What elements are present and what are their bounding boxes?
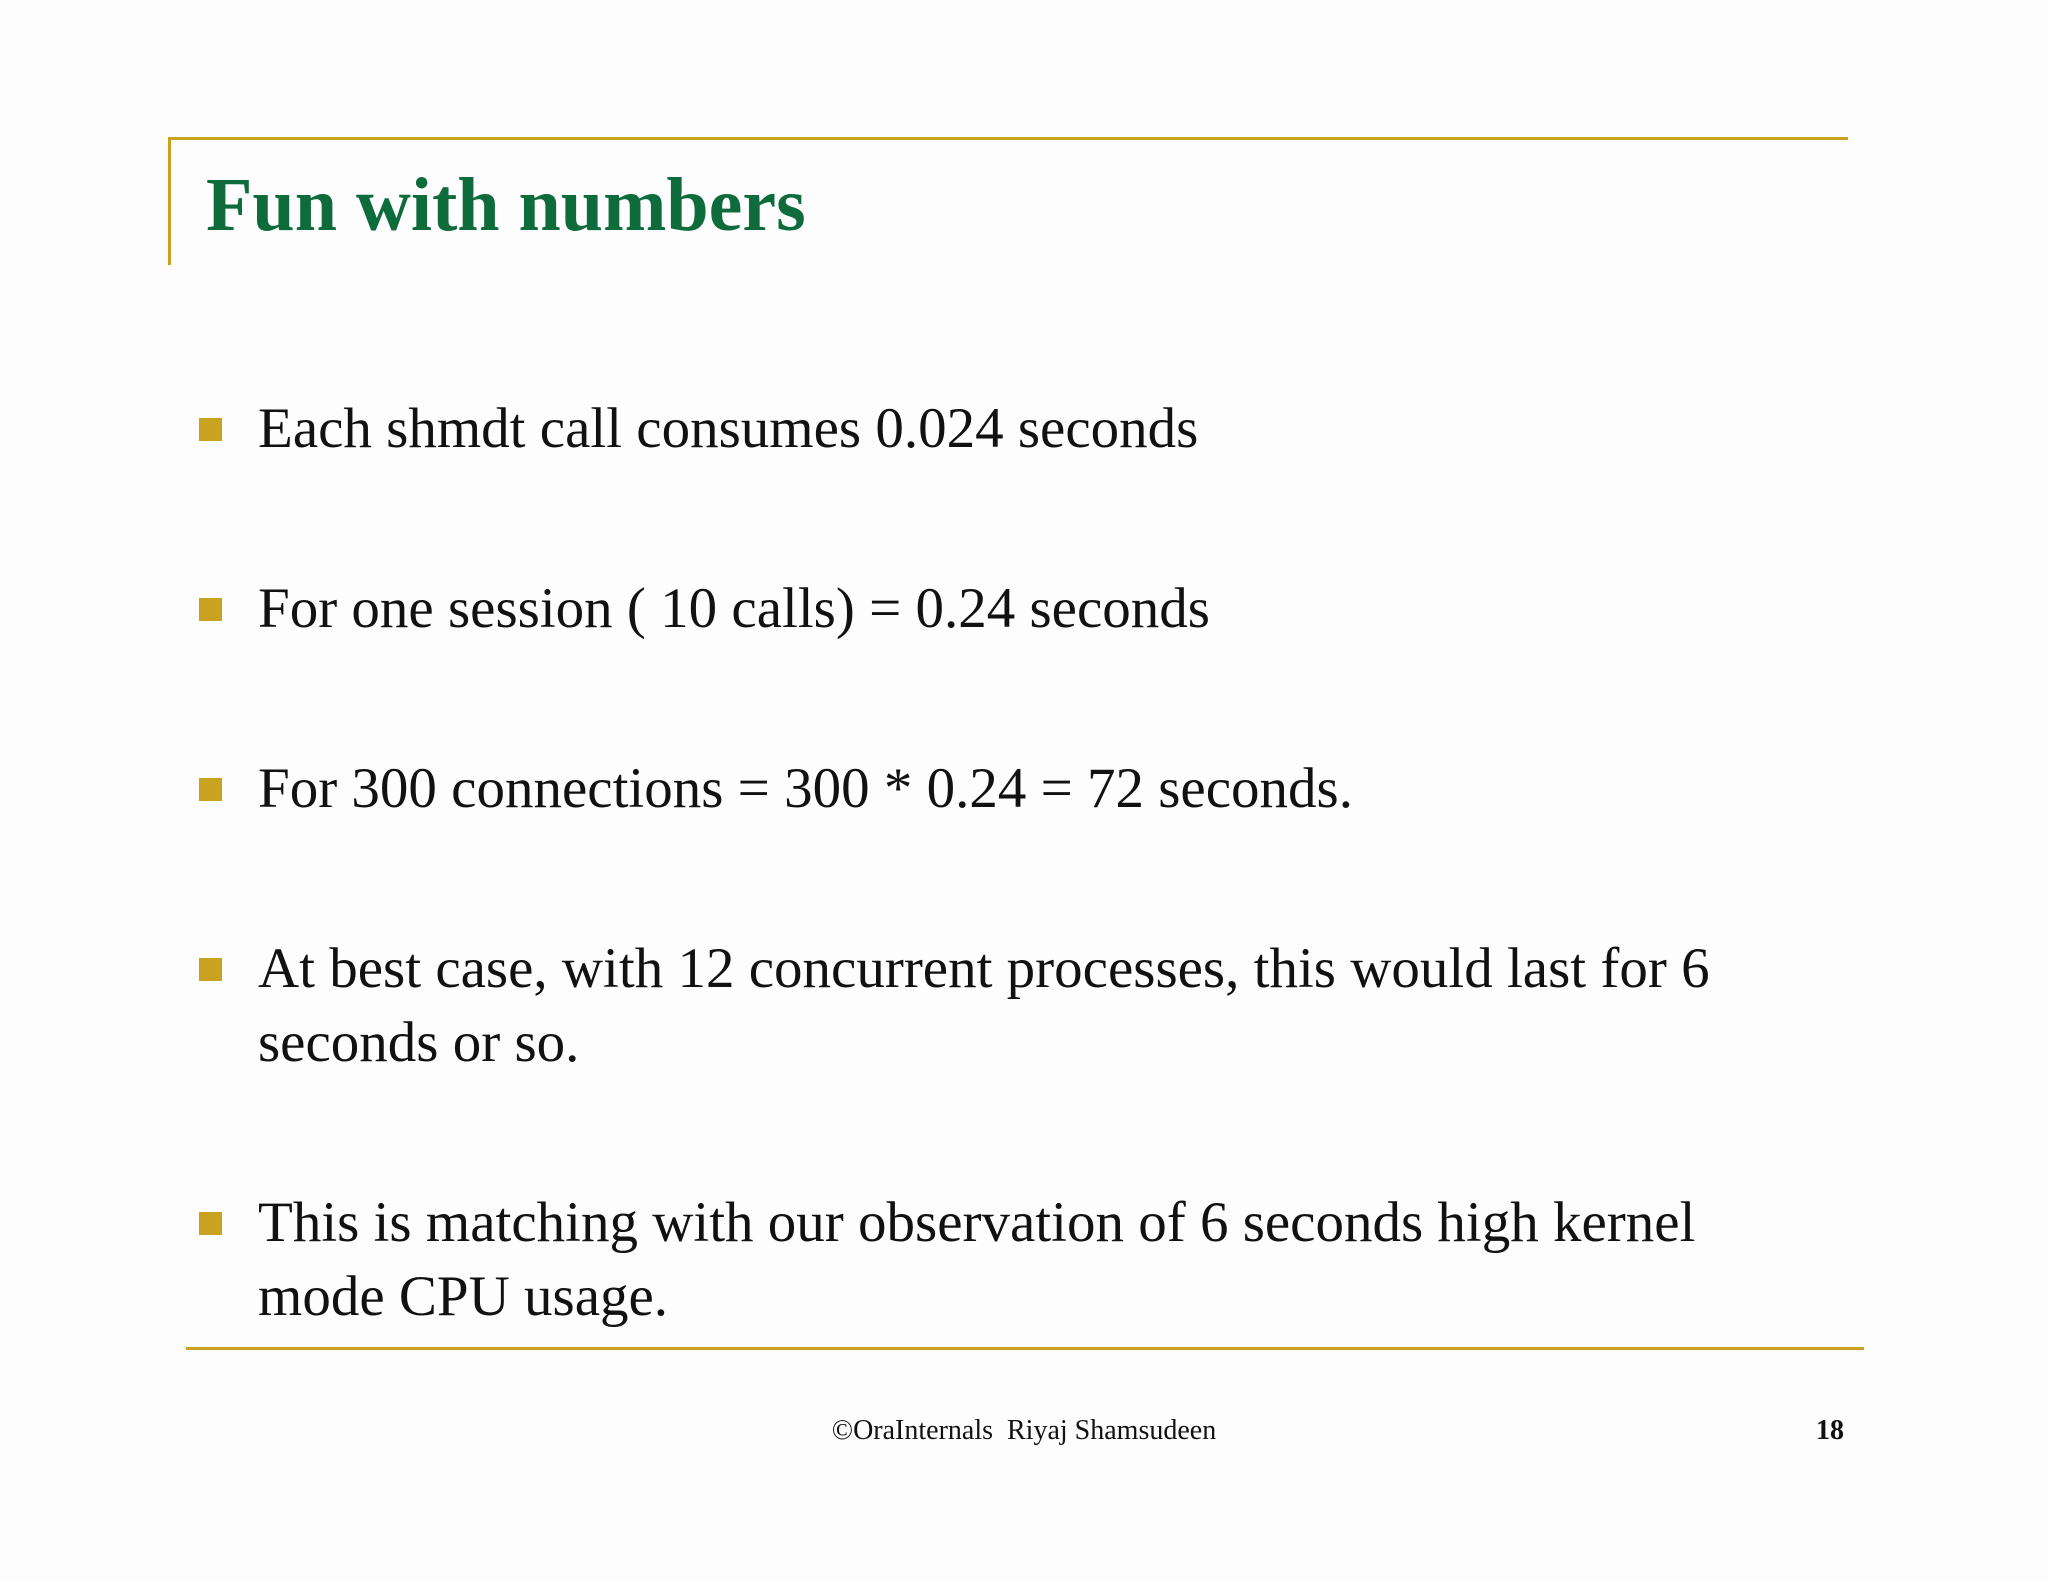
page-number: 18 <box>1816 1415 1844 1446</box>
bullet-text: For 300 connections = 300 * 0.24 = 72 seconds. <box>258 757 1353 820</box>
square-bullet-icon <box>199 958 222 981</box>
slide-title: Fun with numbers <box>206 163 806 247</box>
bullet-text: At best case, with 12 concurrent processes, this would last for 6 seconds or so. <box>258 937 1710 1074</box>
footer-copyright: ©OraInternals Riyaj Shamsudeen <box>831 1415 1217 1446</box>
bullet-text: Each shmdt call consumes 0.024 seconds <box>258 397 1199 460</box>
bullet-text: This is matching with our observation of 6 seconds high kernel mode CPU usage. <box>258 1191 1696 1328</box>
square-bullet-icon <box>199 418 222 441</box>
square-bullet-icon <box>199 598 222 621</box>
bullet-text: For one session ( 10 calls) = 0.24 seconds <box>258 577 1210 640</box>
title-top-rule <box>168 137 1848 140</box>
title-left-rule <box>168 137 171 265</box>
square-bullet-icon <box>199 1212 222 1235</box>
square-bullet-icon <box>199 778 222 801</box>
footer-rule <box>186 1347 1864 1350</box>
